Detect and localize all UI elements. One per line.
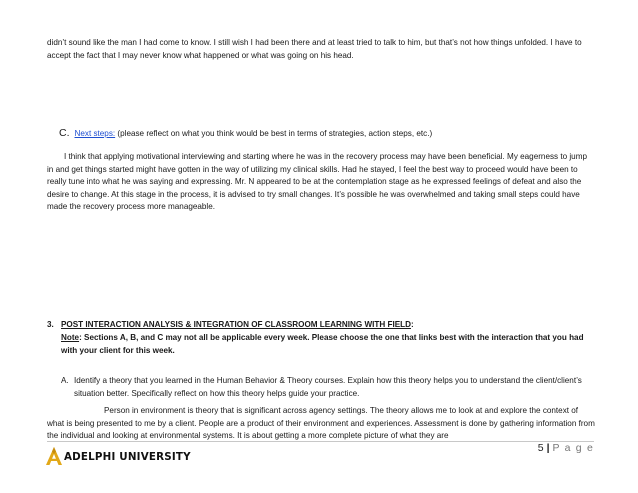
section-a-letter: A. bbox=[61, 376, 69, 385]
section-a-body-text: Person in environment is theory that is significant across agency settings. The theory allows me to look at and explore the context of what is being presented to me by a client. People are a product of their environment and experiences. Assessment is done by gathering information from the individual and looking at environmental systems. It is about getting a more complete picture of what they are bbox=[47, 406, 595, 441]
section-c-body bbox=[47, 151, 595, 214]
page-number-value: 5 bbox=[537, 442, 544, 454]
section-3-heading bbox=[47, 319, 597, 332]
section-3-colon: : bbox=[410, 320, 414, 329]
section-a-prompt: Identify a theory that you learned in the Human Behavior & Theory courses. Explain how this theory helps you to understand the client/client’s situation better. Specifically reflect on how this theory helps guide your practice. bbox=[74, 376, 582, 398]
adelphi-a-icon bbox=[45, 446, 63, 466]
section-c-letter: C. bbox=[59, 127, 70, 139]
section-c-heading bbox=[59, 127, 432, 141]
page-number-separator: | bbox=[546, 442, 550, 454]
adelphi-logo bbox=[45, 446, 191, 468]
top-paragraph: didn’t sound like the man I had come to know. I still wish I had been there and at least tried to talk to him, but that’s not how things unfolded. I have to accept the fact that I may never know what happened or what was going on his head. bbox=[47, 38, 582, 60]
section-3-note bbox=[61, 332, 591, 357]
note-label: Note bbox=[61, 333, 80, 342]
section-c-prompt: (please reflect on what you think would be best in terms of strategies, action steps, etc.) bbox=[115, 129, 433, 138]
logo-text: ADELPHI UNIVERSITY bbox=[64, 451, 191, 463]
next-steps-link[interactable]: Next steps: bbox=[74, 129, 116, 138]
page-word: P a g e bbox=[552, 442, 594, 454]
section-c-body-text: I think that applying motivational interviewing and starting where he was in the recovery process may have been beneficial. My eagerness to jump in and get things started might have gotten in the way of utilizing my clinical skills. Had he stayed, I feel the best way to proceed would have been to really tune into what he was saying and expressing. Mr. N appeared to be at the contemplation stage as he expressed feelings of defeat and also the desire to change. At this stage in the process, it is advised to try small changes. It’s possible he was overwhelmed and taking small steps could have made the recovery process more manageable. bbox=[47, 152, 587, 212]
section-3-title: POST INTERACTION ANALYSIS & INTEGRATION OF CLASSROOM LEARNING WITH FIELD bbox=[61, 320, 411, 329]
section-a-body bbox=[47, 405, 595, 443]
page-number bbox=[538, 441, 594, 455]
footer-divider bbox=[47, 441, 594, 442]
note-text: : Sections A, B, and C may not all be applicable every week. Please choose the one that links best with the interaction that you had with your client for this week. bbox=[61, 333, 584, 355]
section-3-number: 3. bbox=[47, 320, 54, 329]
